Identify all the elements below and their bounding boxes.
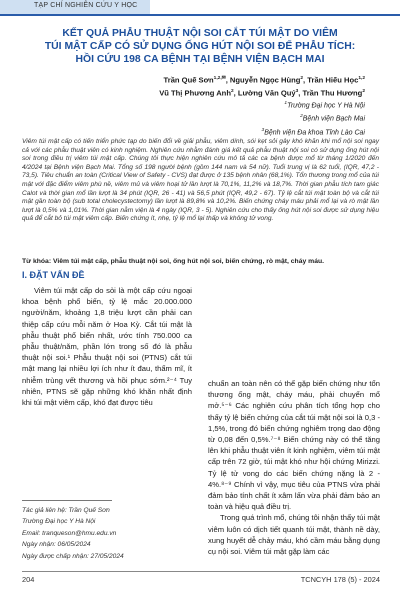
journal-name: TẠP CHÍ NGHIÊN CỨU Y HỌC — [34, 2, 138, 9]
corresponding-author: Tác giả liên hệ: Trần Quế Sơn — [22, 507, 110, 514]
body-paragraph: Trong quá trình mổ, chúng tôi nhận thấy túi mật viêm luôn có dịch tiết quanh túi mật, thành nề dày, xung huyết dễ chảy máu, khó cầm máu bằng dụng cụ nội soi. Viêm túi mật gặp làm các — [208, 513, 380, 557]
keywords-text: Viêm túi mật cấp, phẫu thuật nội soi, ống hút nội soi, biến chứng, rò mật, cháy máu. — [51, 258, 325, 265]
date-received: Ngày nhận: 06/05/2024 — [22, 541, 91, 549]
keywords — [22, 258, 379, 265]
body-column-right — [208, 378, 380, 557]
author-line-1: Trần Quế Sơn$^{1,2,✉}$, Nguyễn Ngọc Hùng$^2$, Trần Hiếu Học$^{1,2}$ — [163, 75, 365, 85]
journal-issue: TCNCYH 178 (5) - 2024 — [300, 575, 380, 584]
body-paragraph: chuẩn an toàn nên có thể gặp biến chứng như tổn thương ống mật, cháy máu, phải chuyển mổ mở.⁵⁻⁶ Các nghiên cứu phân tích tổng hợp cho thấy tỷ lệ biến chứng của cắt túi mật nội soi là 0,3 - 1,5%, trong đó biến chứng nghiêm trọng dao động từ 0,08 đến 0,5%.⁷⁻⁸ Biến chứng này có thể tăng lên khi phẫu thuật viên ít kinh nghiệm, viêm túi mật cấp trên 72 giờ, túi mật khó như hội chứng Mirizzi. Tỷ lệ tử vong do các biến chứng nặng là 2 - 4%.⁸⁻⁹ Chính vì vậy, mục tiêu của PTNS vừa phải đảm bảo tính chất ít xâm lấn vừa phải đảm bảo an toàn và hiệu quả điều trị. — [208, 379, 380, 512]
body-column-left — [22, 285, 192, 408]
correspondence-footnote — [22, 505, 197, 562]
page-number: 204 — [22, 575, 35, 584]
author-line-2: Vũ Thị Phương Anh$^2$, Lường Văn Quý$^3$, Trần Thu Hương$^2$ — [159, 88, 365, 98]
journal-header-bar — [0, 0, 400, 14]
corresponding-org: Trường Đại học Y Hà Nội — [22, 518, 96, 526]
footnote-divider — [22, 500, 112, 501]
abstract: Viêm túi mật cấp có tiến triển phức tạp do biến đổi về giải phẫu, viêm dính, sói kẹt sỏi gây khó khăn khi mổ nội soi ngay cả với các phẫu thuật viên có kinh nghiệm. Nghiên cứu nhằm đánh giá kết quả phẫu thuật nội soi có sử dụng ống hút nội soi trong điều trị viêm túi mật cấp. Chúng tôi thực hiện nghiên cứu mô tả các ca bệnh được mổ từ tháng 1/2020 đến 4/2024 tại Bệnh viện Bạch Mai. Tổng số 198 người bệnh (gồm 144 nam và 54 nữ). Tuổi trung vị là 62 tuổi, (IQR, 47,2 - 73,5). Tiêu chuẩn an toàn (Critical View of Safety - CVS) đạt được ở 135 bệnh nhân (68,1%). Tổn thương trong mổ của túi mật với đặc điểm viêm phù nề, viêm mủ và viêm hoại tử lần lượt là 70,1%, 11,2% và 18,7%. Thời gian phẫu tích tam giác Calot và thời gian mổ lần lượt là 34 phút (IQR, 26 - 41) và 56,5 phút (IQR, 49,2 - 67). Tỷ lệ cắt túi mật toàn bộ và cắt túi mật gần toàn bộ (sub total cholecystectomy) lần lượt là 89,8% và 10,2%. Biến chứng cháy máu phải mổ lại và rò mật lần lượt là 0,5% và 1,01%. Thời gian nằm viện là 4 ngày (IQR, 3 - 5). Nghiên cứu cho thấy ống hút nội soi được sử dụng hiệu quả để cắt bỏ túi mật viêm cấp. Biến chứng ít, nhẹ, tỷ lệ mổ lại thấp và không tử vong. — [22, 138, 379, 223]
author-block — [159, 73, 365, 138]
corresponding-email: Email: tranqueson@hmu.edu.vn — [22, 529, 117, 537]
title-line: TÚI MẬT CẤP CÓ SỬ DỤNG ỐNG HÚT NỘI SOI ĐỂ PHẪU TÍCH: — [44, 41, 356, 52]
footer-divider — [22, 571, 380, 572]
body-paragraph: Viêm túi mật cấp do sỏi là một cấp cứu ngoại khoa bệnh phổ biến, tỷ lệ mắc 20.000.000 người/năm, khoảng 1,8 triệu lượt cần phải can thiệp cấp cứu mỗi năm ở Hoa Kỳ. Cắt túi mật là phẫu thuật phổ biến nhất, ước tính 750.000 ca phẫu thuật/năm, phần lớn trong số đó là phẫu thuật nội soi.¹ Phẫu thuật nội soi (PTNS) cắt túi mật mang lại nhiều lợi ích như ít đau, thẩm mĩ, ít nhiễm trùng vết thương và hồi phục sớm.²⁻⁴ Tuy nhiên, PTNS sẽ gặp những khó khăn nhất định khi túi mật viêm cấp, khó đạt được tiêu — [22, 286, 192, 408]
title-line: HỒI CỨU 198 CA BỆNH TẠI BỆNH VIỆN BẠCH MAI — [75, 54, 325, 65]
keywords-label: Từ khóa: — [22, 258, 52, 265]
affiliation-1: $^1$Trường Đại học Y Hà Nội — [284, 101, 365, 110]
envelope-icon: ✉ — [221, 76, 226, 81]
journal-header-rule — [0, 14, 400, 16]
affiliation-3: $^3$Bệnh viện Đa khoa Tỉnh Lào Cai — [261, 127, 365, 137]
title-line: KẾT QUẢ PHẪU THUẬT NỘI SOI CẮT TÚI MẬT DO VIÊM — [62, 28, 338, 39]
date-accepted: Ngày được chấp nhận: 27/05/2024 — [22, 552, 124, 560]
affiliation-2: $^2$Bệnh viện Bạch Mai — [300, 114, 365, 123]
section-heading: I. ĐẶT VẤN ĐỀ — [22, 270, 85, 280]
article-title — [40, 27, 360, 66]
